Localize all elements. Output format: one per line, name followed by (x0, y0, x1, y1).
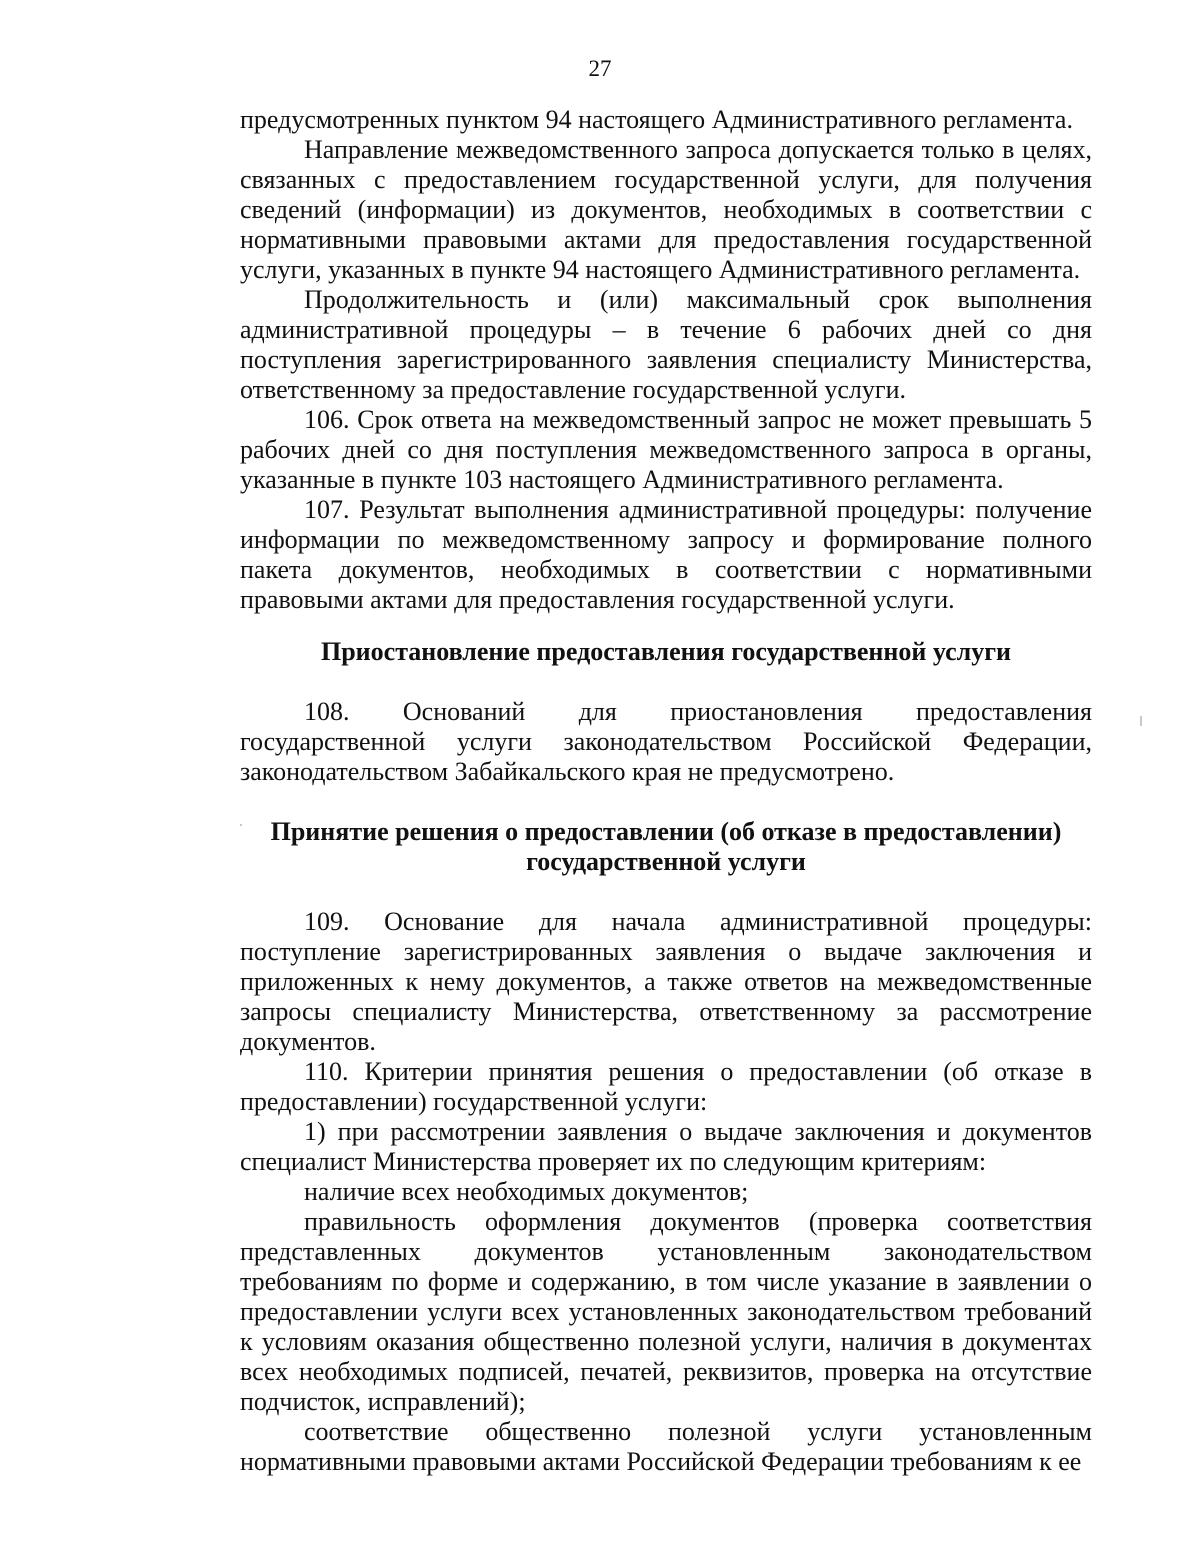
paragraph-continuation: предусмотренных пунктом 94 настоящего Административного регламента. (240, 105, 1073, 134)
paragraph-106: 106. Срок ответа на межведомственный запрос не может превышать 5 рабочих дней со дня поступления межведомственного запроса в органы, указанные в пункте 103 настоящего Административного регламента. (240, 405, 1092, 494)
page-number: 27 (588, 56, 612, 81)
section-heading-decision-line-2: государственной услуги (526, 847, 806, 876)
paragraph-criterion-correctness: правильность оформления документов (проверка соответствия представленных документов установленным законодательством требованиям по форме и содержанию, в том числе указание в заявлении о предоставлении услуги всех установленных законодательством требований к условиям оказания общественно полезной услуги, наличия в документах всех необходимых подписей, печатей, реквизитов, проверка на отсутствие подчисток, исправлений); (240, 1207, 1092, 1416)
page-body (240, 105, 1092, 1477)
paragraph-interagency-request-purpose: Направление межведомственного запроса допускается только в целях, связанных с предоставлением государственной услуги, для получения сведений (информации) из документов, необходимых в соответствии с нормативными правовыми актами для предоставления государственной услуги, указанных в пункте 94 настоящего Административного регламента. (240, 135, 1092, 284)
paragraph-criterion-documents: наличие всех необходимых документов; (304, 1177, 749, 1206)
section-heading-suspension: Приостановление предоставления государственной услуги (320, 637, 1011, 666)
paragraph-110-item-1: 1) при рассмотрении заявления о выдаче заключения и документов специалист Министерства проверяет их по следующим критериям: (240, 1117, 1092, 1176)
paragraph-109: 109. Основание для начала административной процедуры: поступление зарегистрированных заявления о выдаче заключения и приложенных к нему документов, а также ответов на межведомственные запросы специалисту Министерства, ответственному за рассмотрение документов. (240, 907, 1092, 1056)
section-heading-decision-line-1: Принятие решения о предоставлении (об отказе в предоставлении) (270, 817, 1062, 846)
spacer (240, 787, 1092, 817)
spacer (240, 877, 1092, 907)
spacer (240, 615, 1092, 637)
paragraph-108: 108. Оснований для приостановления предоставления государственной услуги законодательством Российской Федерации, законодательством Забайкальского края не предусмотрено. (240, 697, 1092, 786)
paragraph-criterion-compliance: соответствие общественно полезной услуги установленным нормативными правовыми актами Российской Федерации требованиям к ее (240, 1417, 1092, 1476)
scan-artifact (1140, 716, 1142, 726)
scan-artifact (240, 824, 242, 826)
paragraph-procedure-duration: Продолжительность и (или) максимальный срок выполнения административной процедуры – в течение 6 рабочих дней со дня поступления зарегистрированного заявления специалисту Министерства, ответственному за предоставление государственной услуги. (240, 285, 1092, 404)
paragraph-107: 107. Результат выполнения административной процедуры: получение информации по межведомственному запросу и формирование полного пакета документов, необходимых в соответствии с нормативными правовыми актами для предоставления государственной услуги. (240, 495, 1092, 614)
paragraph-110: 110. Критерии принятия решения о предоставлении (об отказе в предоставлении) государственной услуги: (240, 1057, 1092, 1116)
spacer (240, 667, 1092, 697)
